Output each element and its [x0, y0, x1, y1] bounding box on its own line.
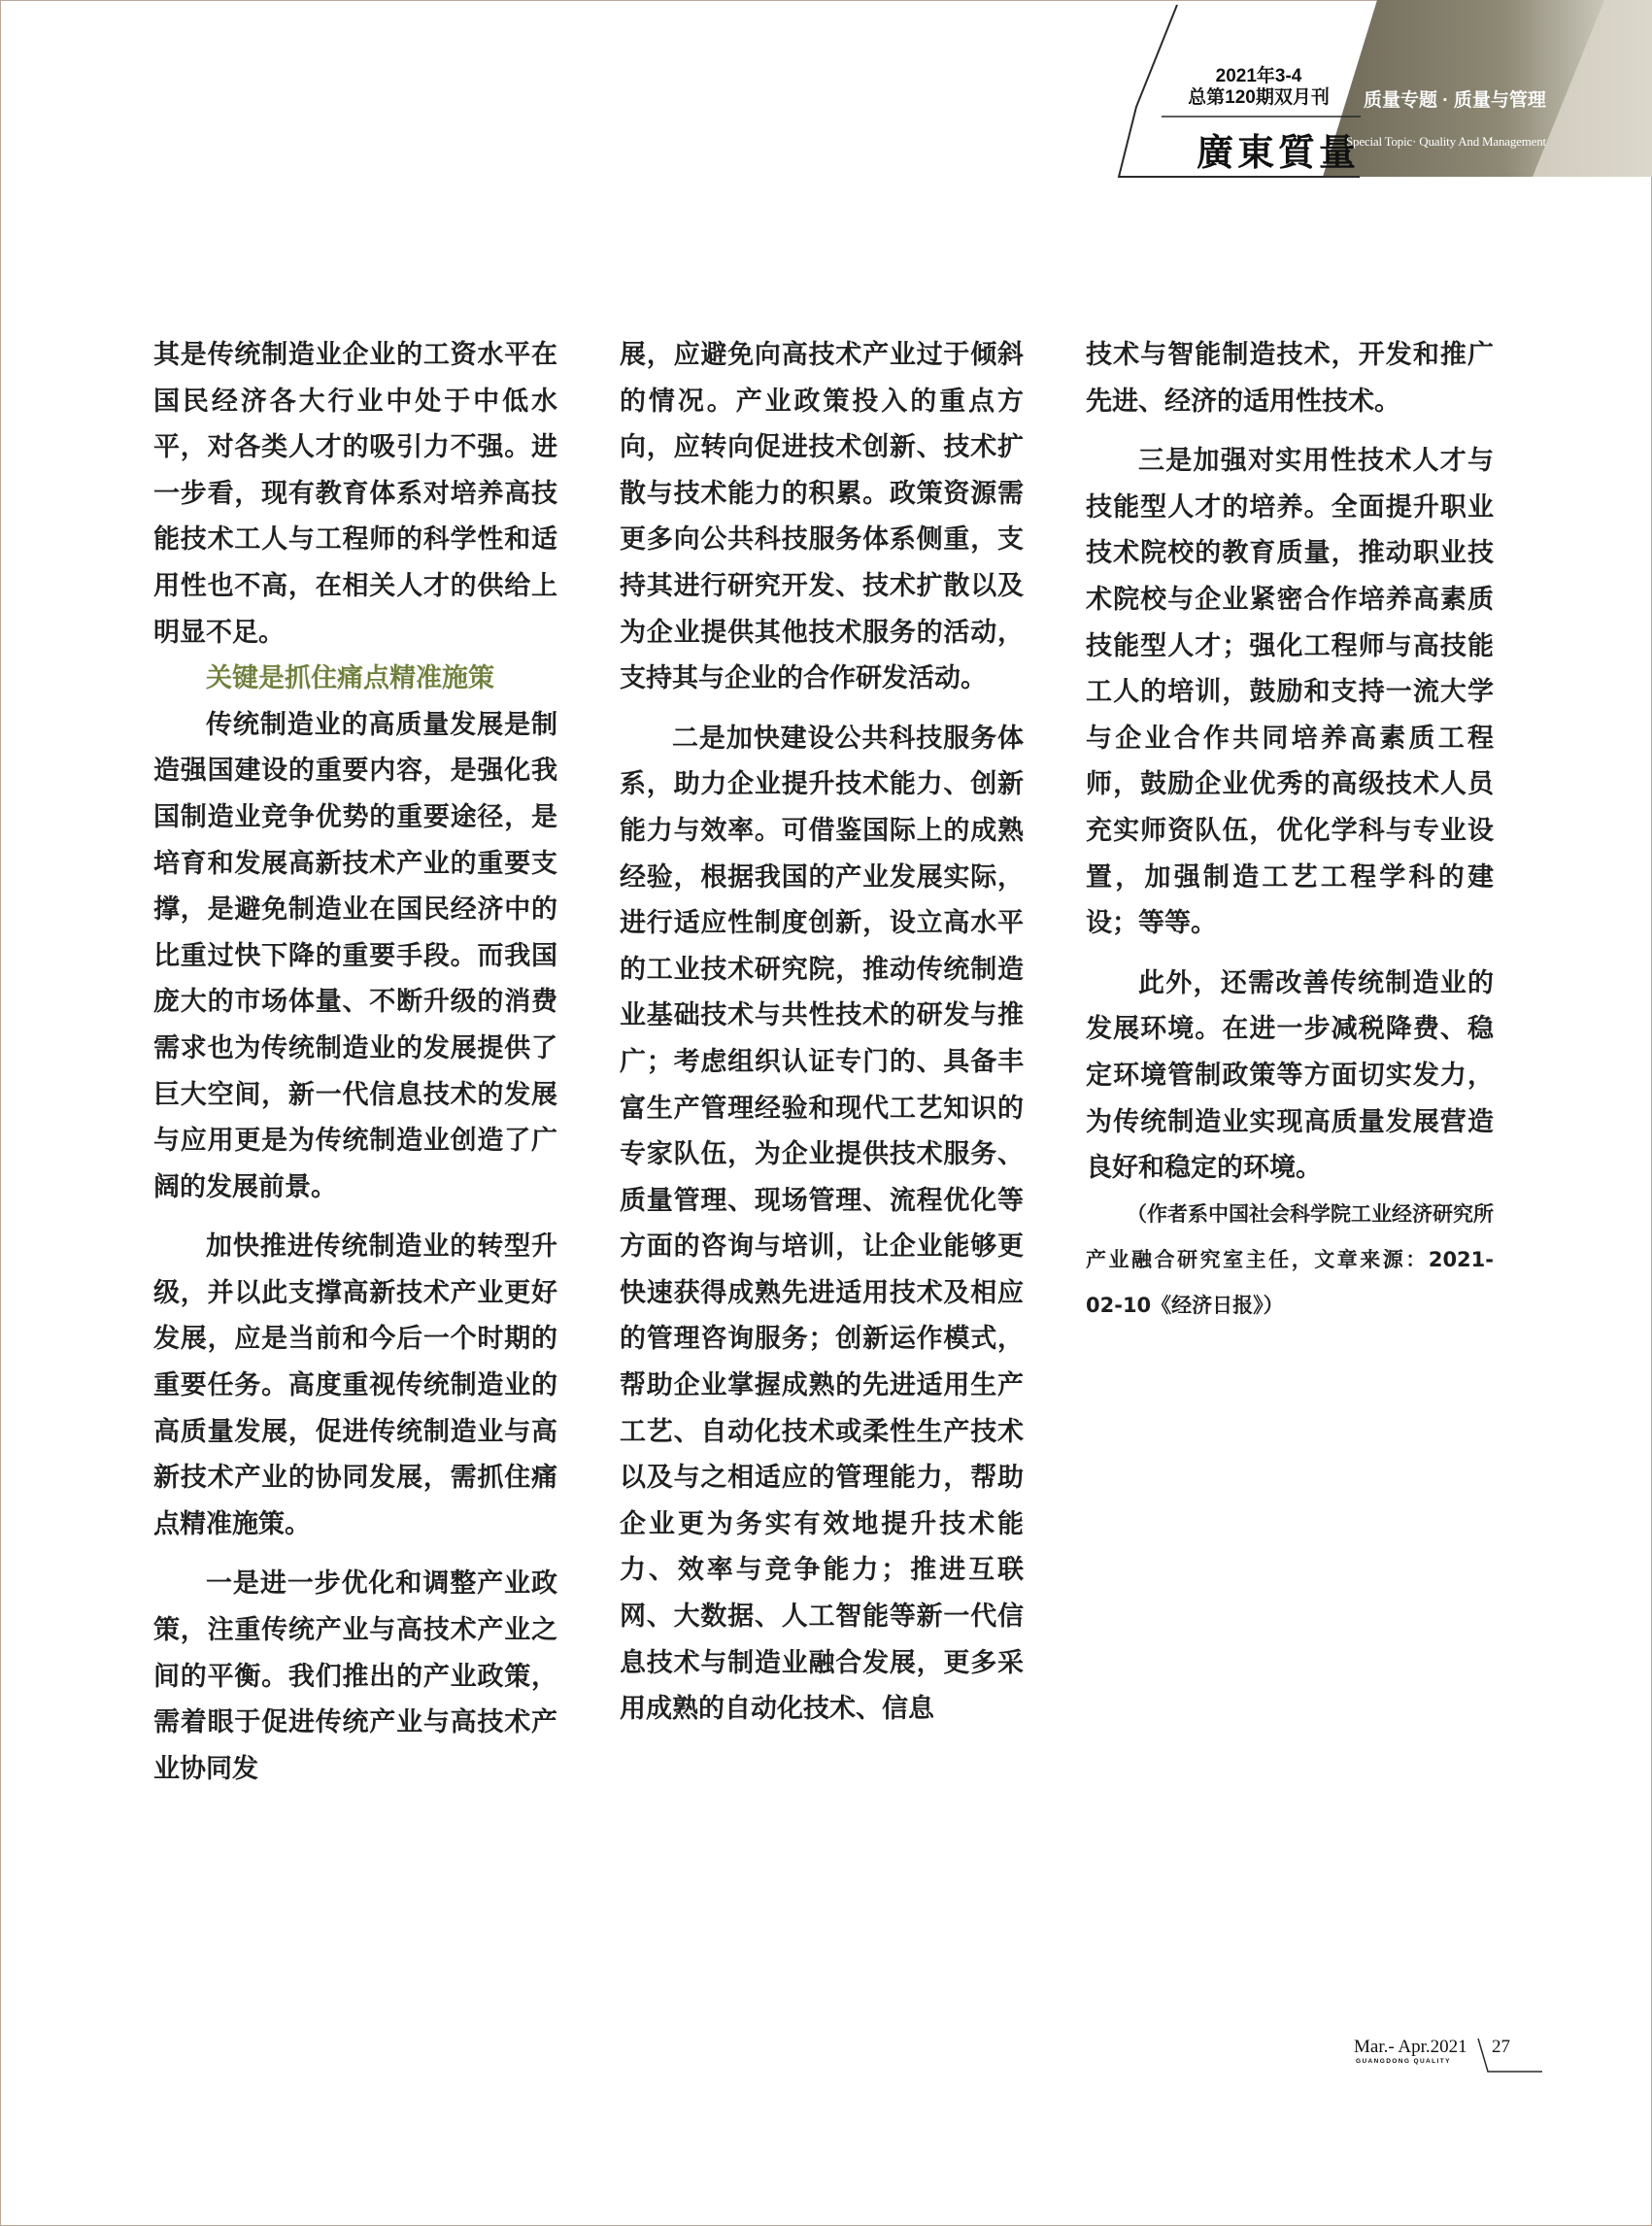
page-header	[0, 0, 1652, 185]
issue-info	[1162, 66, 1356, 109]
section-title-en: Special Topic· Quality And Management	[1346, 134, 1546, 149]
paragraph: 展，应避免向高技术产业过于倾斜的情况。产业政策投入的重点方向，应转向促进技术创新、技术扩散与技术能力的积累。政策资源需更多向公共科技服务体系侧重，支持其进行研究开发、技术扩散以及为企业提供其他技术服务的活动，支持其与企业的合作研发活动。	[620, 340, 1024, 694]
paragraph: 此外，还需改善传统制造业的发展环境。在进一步减税降费、稳定环境管制政策等方面切实发力，为传统制造业实现高质量发展营造良好和稳定的环境。	[1086, 967, 1494, 1184]
paragraph: 加快推进传统制造业的转型升级，并以此支撑高新技术产业更好发展，应是当前和今后一个时期的重要任务。高度重视传统制造业的高质量发展，促进传统制造业与高新技术产业的协同发展，需抓住痛点精准施策。	[153, 1231, 557, 1539]
section-title-cn: 质量专题 · 质量与管理	[1364, 90, 1546, 111]
author-note: （作者系中国社会科学院工业经济研究所产业融合研究室主任，文章来源：2021-02-10《经济日报》）	[1086, 1201, 1494, 1317]
paragraph: 一是进一步优化和调整产业政策，注重传统产业与高技术产业之间的平衡。我们推出的产业政策，需着眼于促进传统产业与高技术产业协同发	[153, 1568, 557, 1784]
paragraph: 其是传统制造业企业的工资水平在国民经济各大行业中处于中低水平，对各类人才的吸引力不强。进一步看，现有教育体系对培养高技能技术工人与工程师的科学性和适用性也不高，在相关人才的供给上明显不足。	[153, 340, 557, 648]
column-2	[620, 332, 1024, 1733]
column-1	[153, 332, 557, 1792]
footer-date: Mar.- Apr.2021	[1354, 2037, 1467, 2057]
page-footer	[1311, 2037, 1544, 2075]
masthead-logo: 廣東質量	[1197, 130, 1361, 174]
paragraph: 技术与智能制造技术，开发和推广先进、经济的适用性技术。	[1086, 340, 1494, 417]
paragraph: 传统制造业的高质量发展是制造强国建设的重要内容，是强化我国制造业竞争优势的重要途径，是培育和发展高新技术产业的重要支撑，是避免制造业在国民经济中的比重过快下降的重要手段。而我国庞大的市场体量、不断升级的消费需求也为传统制造业的发展提供了巨大空间，新一代信息技术的发展与应用更是为传统制造业创造了广阔的发展前景。	[153, 709, 557, 1202]
paragraph: 三是加强对实用性技术人才与技能型人才的培养。全面提升职业技术院校的教育质量，推动职业技术院校与企业紧密合作培养高素质技能型人才；强化工程师与高技能工人的培训，鼓励和支持一流大学与企业合作共同培养高素质工程师，鼓励企业优秀的高级技术人员充实师资队伍，优化学科与专业设置，加强制造工艺工程学科的建设；等等。	[1086, 446, 1494, 939]
issue-number: 总第120期双月刊	[1188, 87, 1330, 108]
section-subheading: 关键是抓住痛点精准施策	[206, 663, 494, 694]
paragraph: 二是加快建设公共科技服务体系，助力企业提升技术能力、创新能力与效率。可借鉴国际上的成熟经验，根据我国的产业发展实际，进行适应性制度创新，设立高水平的工业技术研究院，推动传统制造业基础技术与共性技术的研发与推广；考虑组织认证专门的、具备丰富生产管理经验和现代工艺知识的专家队伍，为企业提供技术服务、质量管理、现场管理、流程优化等方面的咨询与培训，让企业能够更快速获得成熟先进适用技术及相应的管理咨询服务；创新运作模式，帮助企业掌握成熟的先进适用生产工艺、自动化技术或柔性生产技术以及与之相适应的管理能力，帮助企业更为务实有效地提升技术能力、效率与竞争能力；推进互联网、大数据、人工智能等新一代信息技术与制造业融合发展，更多采用成熟的自动化技术、信息	[620, 723, 1024, 1725]
page-number: 27	[1492, 2037, 1510, 2057]
issue-date: 2021年3-4	[1215, 66, 1302, 86]
footer-journal-name: GUANGDONG QUALITY	[1356, 2058, 1451, 2065]
column-3	[1086, 332, 1494, 1329]
